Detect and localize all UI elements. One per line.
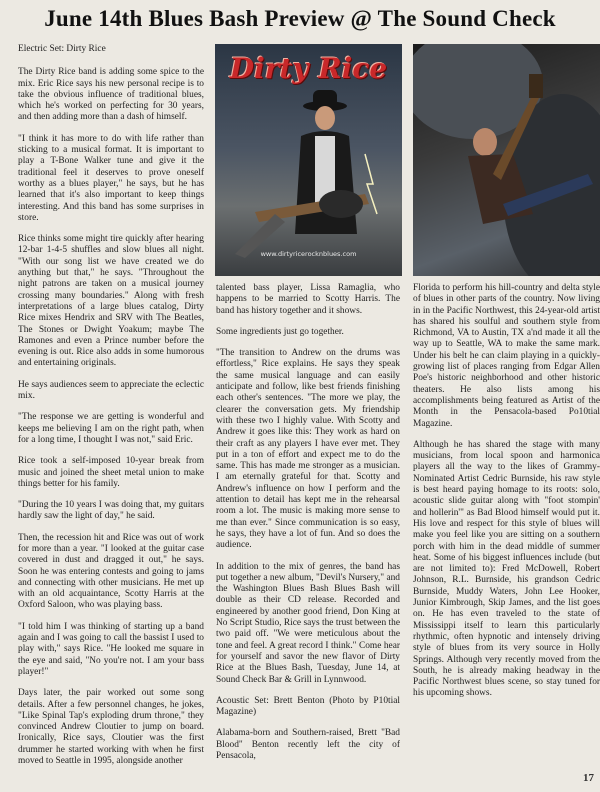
paragraph: "The response we are getting is wonderful and keeps me believing I am on the right path, when for a long time, I thought I was not," said Eric. xyxy=(18,412,204,445)
band-website-url: www.dirtyricerocknblues.com xyxy=(260,250,357,258)
dirty-rice-photo xyxy=(215,44,402,276)
brett-benton-photo xyxy=(413,44,600,276)
paragraph: Although he has shared the stage with many musicians, from local spoon and harmonica players all the way to the likes of Grammy-Nominated Artist Cedric Burnside, his raw style is best heard paying homage to its roots: solo, acoustic slide guitar along with "foot stompin' and hollerin'" as Bad Blood himself would put it. His love and respect for this style of blues will make you feel like you are sitting on a southern porch with him in the dead middle of summer heat. Some of his biggest influences include (but are not limited to): Fred McDowell, Robert Johnson, R.L. Burnside, his grandson Cedric Burnside, Muddy Waters, John Lee Hooker, Junior Kimbrough, Skip James, and the list goes on. He has even traveled to the state of Mississippi itself to learn this particularly rhythmic, often hypnotic and intensely driving style of blues from its very source in Holly Springs. Although very recently moved from the South, he is already making headway in the Pacific Northwest blues scene, so stay tuned for his upcoming shows. xyxy=(413,439,600,699)
paragraph: In addition to the mix of genres, the band has put together a new album, "Devil's Nursery," and the Washington Blues Bash Blues Bash will double as their CD release. Recorded and engineered by another good friend, Don King at No Script Studio, Rice says the trust between the two paid off. "We were meticulous about the tone and feel. A great record I think." Come hear for yourself and savor the new flavor of Dirty Rice at the Blues Bash, Tuesday, June 14, at Sound Check Bar & Grill in Lynnwood. xyxy=(216,561,400,685)
paragraph: Some ingredients just go together. xyxy=(216,326,344,337)
paragraph: Days later, the pair worked out some song details. After a few personnel changes, he jokes, "Like Spinal Tap's exploding drum throne," they convinced Andrew Cloutier to jump on board. Ironically, Rice says, Cloutier was the first drummer he started working with when he first moved to Seattle in 1995, alongside another xyxy=(18,688,204,767)
paragraph: "During the 10 years I was doing that, my guitars hardly saw the light of day," he said. xyxy=(18,500,204,522)
paragraph: He says audiences seem to appreciate the eclectic mix. xyxy=(18,379,204,402)
paragraph: Rice took a self-imposed 10-year break from music and joined the sheet metal union to make things better for his family. xyxy=(18,456,204,489)
paragraph: Florida to perform his hill-country and delta style of blues in other parts of the country. Now living in in the Pacific Northwest, this 24-year-old artist has shared his soulful and southern style from Richmond, VA to Austin, TX a'nd made it all the way up to Seattle, WA to make the same mark. Under his belt he can claim playing in a quickly-growing list of places ranging from Edgar Allen Poe's historic neighborhood and other historic theaters. He also lists among his accomplishments being featured as Artist of the Month in the Pensacola-based Po10tial Magazine. xyxy=(413,283,600,429)
paragraph: "I told him I was thinking of starting up a band again and I was going to call the bassist I used to play with," says Rice. "He looked me square in the eye and said, "No you're not. I am your bass player!" xyxy=(18,621,204,677)
paragraph: The Dirty Rice band is adding some spice to the mix. Eric Rice says his new personal recipe is to take the obvious influence of traditional blues, which he's worked on perfecting for 30 years, and then adding more than a dash of himself. xyxy=(18,67,204,123)
guitarist-figure-illustration xyxy=(215,44,402,276)
paragraph: Alabama-born and Southern-raised, Brett "Bad Blood" Benton recently left the city of Pensacola, xyxy=(216,728,400,761)
column-1 xyxy=(18,44,204,780)
section-heading-acoustic: Acoustic Set: Brett Benton (Photo by P10tial Magazine) xyxy=(216,695,400,718)
paragraph: Rice thinks some might tire quickly after hearing 12-bar 1-4-5 shuffles and slow blues all night. "With our song list we have created we do anything but that," he says. "Throughout the night patrons are taken on a musical journey crossing many boundaries." Along with fresh interpretations of a large blues catalog, Dirty Rice mixes Hendrix and SRV with The Beatles, The Stones or Dwight Yoakum; maybe The Ramones and even a Prince number before the evening is out. Rice also adds in some humorous and entertaining originals. xyxy=(18,234,204,369)
column-3 xyxy=(413,283,600,783)
column-2 xyxy=(216,283,400,783)
band-logo: Dirty Rice xyxy=(229,52,388,85)
paragraph: talented bass player, Lissa Ramaglia, who happens to be married to Scotty Harris. The band has history together and it shows. xyxy=(216,283,400,316)
paragraph: "I think it has more to do with life rather than sticking to a musical format. It is important to play a T-Bone Walker tune and give it the traditional feel it deserves to prove oneself worthy as a blues player," he says, but he has learned that it's also important to keep things interesting. And this band has some surprises in store. xyxy=(18,133,204,223)
section-heading-electric: Electric Set: Dirty Rice xyxy=(18,44,106,54)
page-number: 17 xyxy=(583,772,594,784)
article-title: June 14th Blues Bash Preview @ The Sound Check xyxy=(44,6,556,31)
seated-guitarist-illustration xyxy=(413,44,600,276)
paragraph: Then, the recession hit and Rice was out of work for more than a year. "I looked at the guitar case covered in dust and dragged it out," he says. Soon he was entering contests and going to jams and connecting with other musicians. He met up with an old acquaintance, Scotty Harris at the Oxford Saloon, who was playing bass. xyxy=(18,532,204,611)
paragraph: "The transition to Andrew on the drums was effortless," Rice explains. He says they speak the same musical language and can easily anticipate and follow, like best friends finishing each other's sentences. "The more we play, the clearer the conversation gets. My friendship with these two I highly value. With Scotty and Andrew it goes like this: They work as hard on their craft as any players I have ever met. They put in a ton of effort and expect me to do the same. This has made me stronger as a musician. I am eternally grateful for that. Scotty and Andrew's influence on how I perform and the attention to detail has kept me in the rehearsal room a lot. The music is making more sense to me than ever." Since communication is so easy, he says, they have a lot of fun. And so does the audience. xyxy=(216,348,400,551)
